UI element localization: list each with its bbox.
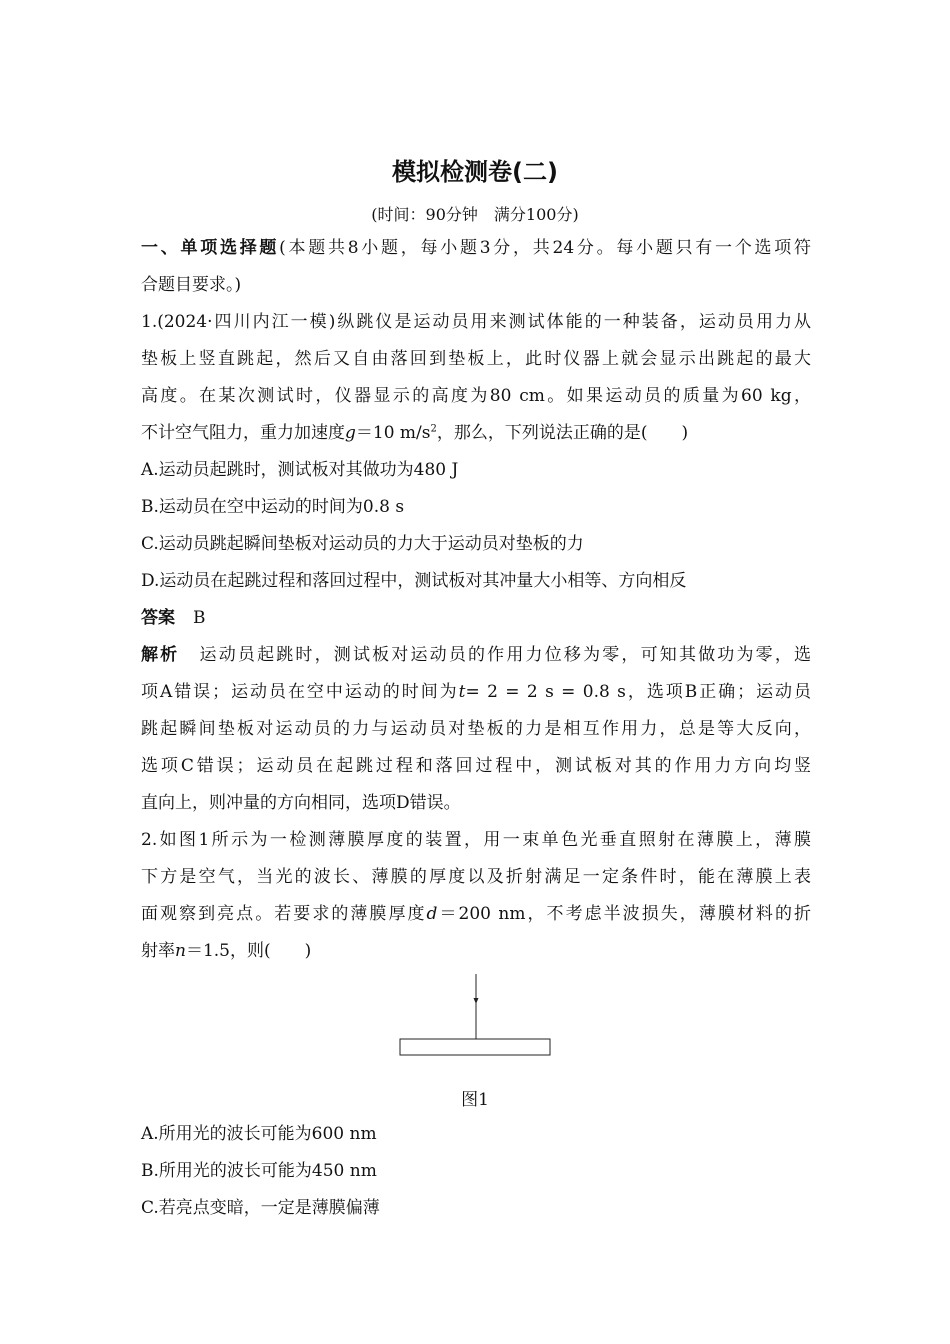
q2-option-b: B.所用光的波长可能为450 nm [141,1161,377,1181]
answer-value: B [193,608,206,628]
film-rectangle [400,1039,550,1055]
q1-analysis-line: 选项C错误；运动员在起跳过程和落回过程中，测试板对其的作用力方向均竖 [141,756,811,776]
q1-text: 不计空气阻力，重力加速度 [141,423,345,443]
q2-text: ＝1.5，则( ) [185,941,312,961]
q2-line [141,902,811,926]
q2-line [141,939,811,963]
q1-superscript: 2 [430,423,437,435]
q1-line [141,421,811,445]
analysis-text: 运动员起跳时，测试板对运动员的作用力位移为零，可知其做功为零，选 [197,645,812,665]
analysis-var-t: t [458,682,466,702]
thin-film-diagram [390,968,560,1068]
ray-arrow-icon [474,998,479,1004]
q1-analysis-line: 直向上，则冲量的方向相同，选项D错误。 [141,793,461,813]
section-title: 一、单项选择题 [141,238,280,258]
answer-label: 答案 [141,608,175,628]
q2-var-d: d [426,904,438,924]
q1-line: 垫板上竖直跳起，然后又自由落回到垫板上，此时仪器上就会显示出跳起的最大 [141,349,811,369]
q1-analysis-line [141,680,811,704]
analysis-text: = 2 = 2 s = 0.8 s，选项B正确；运动员 [465,682,812,702]
figure-caption: 图1 [461,1090,489,1110]
q2-var-n: n [175,941,186,961]
analysis-text: 项A错误；运动员在空中运动的时间为 [141,682,459,702]
q2-text: 面观察到亮点。若要求的薄膜厚度 [141,904,427,924]
q1-line: 1.(2024·四川内江一模)纵跳仪是运动员用来测试体能的一种装备，运动员用力从 [141,312,811,332]
q1-var-g: g [345,423,356,443]
q1-analysis-line: 跳起瞬间垫板对运动员的力与运动员对垫板的力是相互作用力，总是等大反向， [141,719,811,739]
q2-option-a: A.所用光的波长可能为600 nm [141,1124,377,1144]
q2-line: 下方是空气，当光的波长、薄膜的厚度以及折射满足一定条件时，能在薄膜上表 [141,867,811,887]
q1-option-d: D.运动员在起跳过程和落回过程中，测试板对其冲量大小相等、方向相反 [141,571,687,591]
analysis-label: 解析 [141,645,180,665]
q1-text: ＝10 m/s [355,423,431,443]
q1-answer [141,606,811,630]
section-heading [141,236,811,260]
section-desc: (本题共8小题，每小题3分，共24分。每小题只有一个选项符 [279,238,811,258]
q2-option-c: C.若亮点变暗，一定是薄膜偏薄 [141,1198,380,1218]
section-desc-cont: 合题目要求。) [141,275,242,295]
q2-line: 2.如图1所示为一检测薄膜厚度的装置，用一束单色光垂直照射在薄膜上，薄膜 [141,830,811,850]
q2-text: 射率 [141,941,175,961]
page-title: 模拟检测卷(二) [392,158,558,186]
q1-option-b: B.运动员在空中运动的时间为0.8 s [141,497,405,517]
q1-text: ，那么，下列说法正确的是( ) [436,423,689,443]
q1-option-a: A.运动员起跳时，测试板对其做功为480 J [141,460,459,480]
q2-text: ＝200 nm，不考虑半波损失，薄膜材料的折 [437,904,812,924]
q1-analysis [141,643,811,667]
q1-line: 高度。在某次测试时，仪器显示的高度为80 cm。如果运动员的质量为60 kg， [141,386,811,406]
q1-option-c: C.运动员跳起瞬间垫板对运动员的力大于运动员对垫板的力 [141,534,584,554]
exam-info: (时间：90分钟 满分100分) [371,205,579,224]
